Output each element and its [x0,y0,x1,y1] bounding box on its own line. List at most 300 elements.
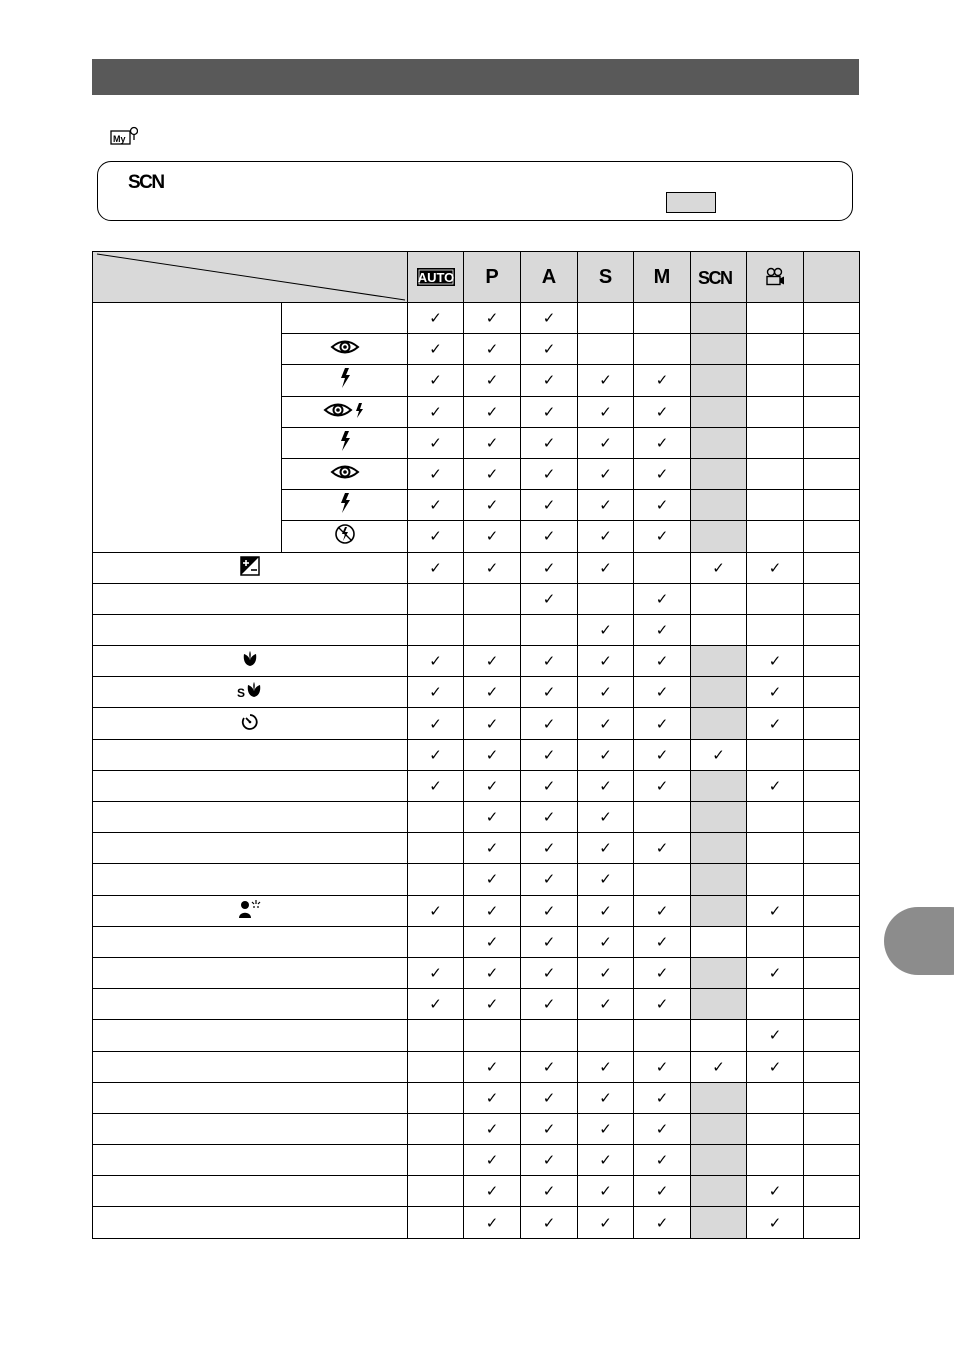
check-mark: ✓ [542,1120,556,1138]
cell-a [521,303,578,334]
cell-scn [691,989,747,1020]
cell-a [521,552,578,583]
cell-auto [408,303,464,334]
cell-m [634,739,691,770]
cell-auto [408,677,464,708]
cell-a [521,677,578,708]
cell-scn [691,490,747,521]
super-macro-icon [237,681,263,703]
check-mark: ✓ [768,1027,782,1045]
movie-mode-icon [764,267,786,287]
check-mark: ✓ [542,1183,556,1201]
svg-text:SCN: SCN [128,172,164,192]
check-mark: ✓ [599,403,612,421]
check-mark: ✓ [599,809,612,827]
function-label-cell [93,614,408,645]
function-row [93,552,860,583]
check-mark: ✓ [485,809,499,827]
cell-extra [804,1051,860,1082]
cell-extra [804,1082,860,1113]
cell-m [634,864,691,895]
function-row [93,677,860,708]
column-header-scn [691,252,747,303]
cell-m [634,770,691,801]
cell-p [464,1176,521,1207]
cell-m [634,646,691,677]
cell-m [634,1051,691,1082]
check-mark: ✓ [485,715,499,733]
check-mark: ✓ [655,466,669,484]
cell-p [464,303,521,334]
cell-a [521,1020,578,1051]
cell-m [634,303,691,334]
function-label-cell [93,895,408,926]
cell-scn [691,427,747,458]
check-mark: ✓ [655,621,669,639]
function-row [93,770,860,801]
cell-m [634,957,691,988]
function-row [93,1113,860,1144]
column-header-s: S [578,252,634,303]
cell-auto [408,1207,464,1238]
check-mark: ✓ [542,1058,556,1076]
cell-movie [747,1020,804,1051]
check-mark: ✓ [542,902,556,920]
check-mark: ✓ [542,1089,556,1107]
cell-s [578,1020,634,1051]
cell-a [521,895,578,926]
check-mark: ✓ [599,902,612,920]
check-mark: ✓ [599,777,612,795]
cell-extra [804,1176,860,1207]
check-mark: ✓ [655,1152,669,1170]
svg-text:S: S [237,686,246,700]
cell-extra [804,1207,860,1238]
cell-auto [408,739,464,770]
check-mark: ✓ [655,902,669,920]
cell-p [464,1113,521,1144]
check-mark: ✓ [429,777,442,795]
cell-extra [804,303,860,334]
flash-mode-label-cell [282,396,408,427]
check-mark: ✓ [768,1214,782,1232]
cell-s [578,802,634,833]
cell-a [521,334,578,365]
cell-extra [804,365,860,396]
cell-movie [747,677,804,708]
cell-a [521,365,578,396]
svg-text:My: My [113,134,126,144]
check-mark: ✓ [542,871,556,889]
cell-p [464,552,521,583]
function-row [93,1207,860,1238]
cell-a [521,1082,578,1113]
cell-s [578,334,634,365]
check-mark: ✓ [542,715,556,733]
cell-m [634,490,691,521]
cell-auto [408,708,464,739]
check-mark: ✓ [655,777,669,795]
flash-mode-label-cell [282,458,408,489]
cell-p [464,396,521,427]
check-mark: ✓ [429,528,442,546]
check-mark: ✓ [485,310,499,328]
cell-extra [804,521,860,552]
column-header-auto [408,252,464,303]
cell-a [521,802,578,833]
flash-icon [338,430,352,456]
cell-a [521,708,578,739]
function-row [93,833,860,864]
function-row [93,926,860,957]
check-mark: ✓ [655,372,669,390]
cell-auto [408,989,464,1020]
cell-extra [804,957,860,988]
table-corner-cell [93,252,408,303]
check-mark: ✓ [429,902,442,920]
check-mark: ✓ [485,684,499,702]
check-mark: ✓ [429,434,442,452]
function-row [93,739,860,770]
function-row [93,1145,860,1176]
cell-m [634,334,691,365]
check-mark: ✓ [655,684,669,702]
check-mark: ✓ [655,403,669,421]
function-row [93,989,860,1020]
check-mark: ✓ [485,1183,499,1201]
flash-mode-row [93,303,860,334]
check-mark: ✓ [599,559,612,577]
cell-auto [408,490,464,521]
check-mark: ✓ [485,434,499,452]
scene-mode-label: SCN [697,268,732,289]
cell-movie [747,770,804,801]
check-mark: ✓ [599,996,612,1014]
cell-a [521,1145,578,1176]
cell-m [634,1113,691,1144]
check-mark: ✓ [655,840,669,858]
check-mark: ✓ [768,1183,782,1201]
cell-a [521,490,578,521]
function-label-cell [93,1051,408,1082]
cell-m [634,1207,691,1238]
cell-auto [408,926,464,957]
check-mark: ✓ [655,653,669,671]
check-mark: ✓ [485,497,499,515]
cell-p [464,708,521,739]
check-mark: ✓ [429,996,442,1014]
check-mark: ✓ [485,372,499,390]
face-detect-icon [238,899,262,923]
cell-scn [691,552,747,583]
check-mark: ✓ [542,777,556,795]
cell-extra [804,677,860,708]
function-row [93,1020,860,1051]
cell-movie [747,458,804,489]
table-header-row [93,252,860,303]
cell-auto [408,646,464,677]
red-eye-icon [330,337,360,361]
function-row [93,895,860,926]
cell-auto [408,396,464,427]
cell-scn [691,1113,747,1144]
check-mark: ✓ [429,965,442,983]
flash-mode-label-cell [282,427,408,458]
cell-movie [747,739,804,770]
cell-p [464,1051,521,1082]
cell-movie [747,1176,804,1207]
cell-movie [747,708,804,739]
cell-s [578,646,634,677]
column-header-p: P [464,252,521,303]
cell-auto [408,427,464,458]
cell-a [521,989,578,1020]
check-mark: ✓ [485,840,499,858]
check-mark: ✓ [655,715,669,733]
check-mark: ✓ [599,840,612,858]
cell-p [464,490,521,521]
check-mark: ✓ [485,466,499,484]
cell-a [521,770,578,801]
check-mark: ✓ [542,965,556,983]
cell-movie [747,1207,804,1238]
check-mark: ✓ [429,403,442,421]
cell-auto [408,365,464,396]
check-mark: ✓ [599,1120,612,1138]
cell-auto [408,1051,464,1082]
function-label-cell [93,646,408,677]
check-mark: ✓ [599,965,612,983]
macro-icon [241,650,259,672]
cell-movie [747,365,804,396]
cell-extra [804,490,860,521]
check-mark: ✓ [485,1120,499,1138]
check-mark: ✓ [599,434,612,452]
cell-auto [408,833,464,864]
cell-s [578,490,634,521]
check-mark: ✓ [485,871,499,889]
cell-scn [691,926,747,957]
check-mark: ✓ [542,559,556,577]
function-row [93,1176,860,1207]
check-mark: ✓ [599,653,612,671]
check-mark: ✓ [485,1089,499,1107]
self-timer-icon [241,713,259,735]
cell-p [464,614,521,645]
check-mark: ✓ [599,621,612,639]
check-mark: ✓ [542,933,556,951]
cell-extra [804,458,860,489]
cell-movie [747,1051,804,1082]
function-label-cell [93,833,408,864]
check-mark: ✓ [599,1058,612,1076]
cell-movie [747,334,804,365]
cell-auto [408,1082,464,1113]
my-mode-icon [110,126,138,146]
check-mark: ✓ [599,497,612,515]
cell-p [464,1145,521,1176]
cell-p [464,458,521,489]
shaded-cell-legend-swatch [666,192,716,213]
cell-m [634,365,691,396]
check-mark: ✓ [599,466,612,484]
cell-scn [691,646,747,677]
function-row [93,957,860,988]
check-mark: ✓ [429,341,442,359]
cell-movie [747,895,804,926]
check-mark: ✓ [712,1058,725,1076]
cell-movie [747,1145,804,1176]
cell-auto [408,521,464,552]
flash-group-label-cell [93,303,282,553]
cell-extra [804,739,860,770]
cell-m [634,1176,691,1207]
cell-auto [408,334,464,365]
cell-s [578,1082,634,1113]
check-mark: ✓ [768,715,782,733]
cell-m [634,1020,691,1051]
cell-p [464,1082,521,1113]
cell-s [578,1176,634,1207]
check-mark: ✓ [768,902,782,920]
function-label-cell [93,770,408,801]
function-label-cell [93,957,408,988]
cell-auto [408,1176,464,1207]
check-mark: ✓ [655,1183,669,1201]
cell-auto [408,1113,464,1144]
cell-extra [804,895,860,926]
check-mark: ✓ [485,559,499,577]
cell-movie [747,864,804,895]
cell-scn [691,1082,747,1113]
cell-auto [408,1020,464,1051]
cell-p [464,365,521,396]
cell-s [578,365,634,396]
cell-movie [747,1113,804,1144]
function-label-cell [93,1176,408,1207]
check-mark: ✓ [485,933,499,951]
function-label-cell [93,1020,408,1051]
cell-s [578,1113,634,1144]
column-header-extra [804,252,860,303]
cell-scn [691,833,747,864]
check-mark: ✓ [599,1183,612,1201]
cell-movie [747,1082,804,1113]
check-mark: ✓ [768,653,782,671]
cell-p [464,427,521,458]
check-mark: ✓ [768,777,782,795]
check-mark: ✓ [542,590,556,608]
cell-movie [747,396,804,427]
check-mark: ✓ [542,684,556,702]
function-label-cell [93,708,408,739]
flash-mode-label-cell [282,521,408,552]
cell-scn [691,365,747,396]
cell-p [464,1207,521,1238]
cell-p [464,864,521,895]
cell-p [464,802,521,833]
flash-off-icon [334,523,356,549]
check-mark: ✓ [485,528,499,546]
cell-s [578,926,634,957]
check-mark: ✓ [655,528,669,546]
cell-extra [804,583,860,614]
cell-a [521,864,578,895]
cell-extra [804,1145,860,1176]
cell-movie [747,957,804,988]
check-mark: ✓ [599,933,612,951]
function-label-cell [93,677,408,708]
cell-extra [804,708,860,739]
check-mark: ✓ [542,840,556,858]
check-mark: ✓ [429,746,442,764]
cell-m [634,895,691,926]
cell-p [464,583,521,614]
cell-extra [804,833,860,864]
function-label-cell [93,1207,408,1238]
check-mark: ✓ [542,653,556,671]
cell-s [578,895,634,926]
check-mark: ✓ [655,1089,669,1107]
cell-m [634,427,691,458]
cell-m [634,521,691,552]
cell-p [464,1020,521,1051]
cell-auto [408,957,464,988]
cell-scn [691,458,747,489]
check-mark: ✓ [599,372,612,390]
cell-m [634,677,691,708]
cell-m [634,802,691,833]
cell-m [634,708,691,739]
cell-extra [804,552,860,583]
function-label-cell [93,926,408,957]
cell-s [578,583,634,614]
cell-a [521,396,578,427]
cell-scn [691,708,747,739]
function-row [93,802,860,833]
function-row [93,646,860,677]
cell-movie [747,303,804,334]
column-header-a: A [521,252,578,303]
cell-scn [691,334,747,365]
check-mark: ✓ [485,902,499,920]
function-row [93,614,860,645]
cell-p [464,646,521,677]
cell-movie [747,490,804,521]
scene-mode-icon [128,170,174,192]
cell-movie [747,521,804,552]
cell-scn [691,614,747,645]
cell-s [578,957,634,988]
cell-p [464,521,521,552]
cell-auto [408,552,464,583]
cell-s [578,708,634,739]
cell-scn [691,1207,747,1238]
cell-p [464,677,521,708]
check-mark: ✓ [655,1214,669,1232]
check-mark: ✓ [542,1152,556,1170]
check-mark: ✓ [599,1152,612,1170]
check-mark: ✓ [712,746,725,764]
cell-m [634,458,691,489]
cell-a [521,646,578,677]
cell-a [521,521,578,552]
cell-scn [691,1051,747,1082]
note-box [97,161,853,221]
check-mark: ✓ [599,684,612,702]
cell-s [578,427,634,458]
check-mark: ✓ [542,310,556,328]
